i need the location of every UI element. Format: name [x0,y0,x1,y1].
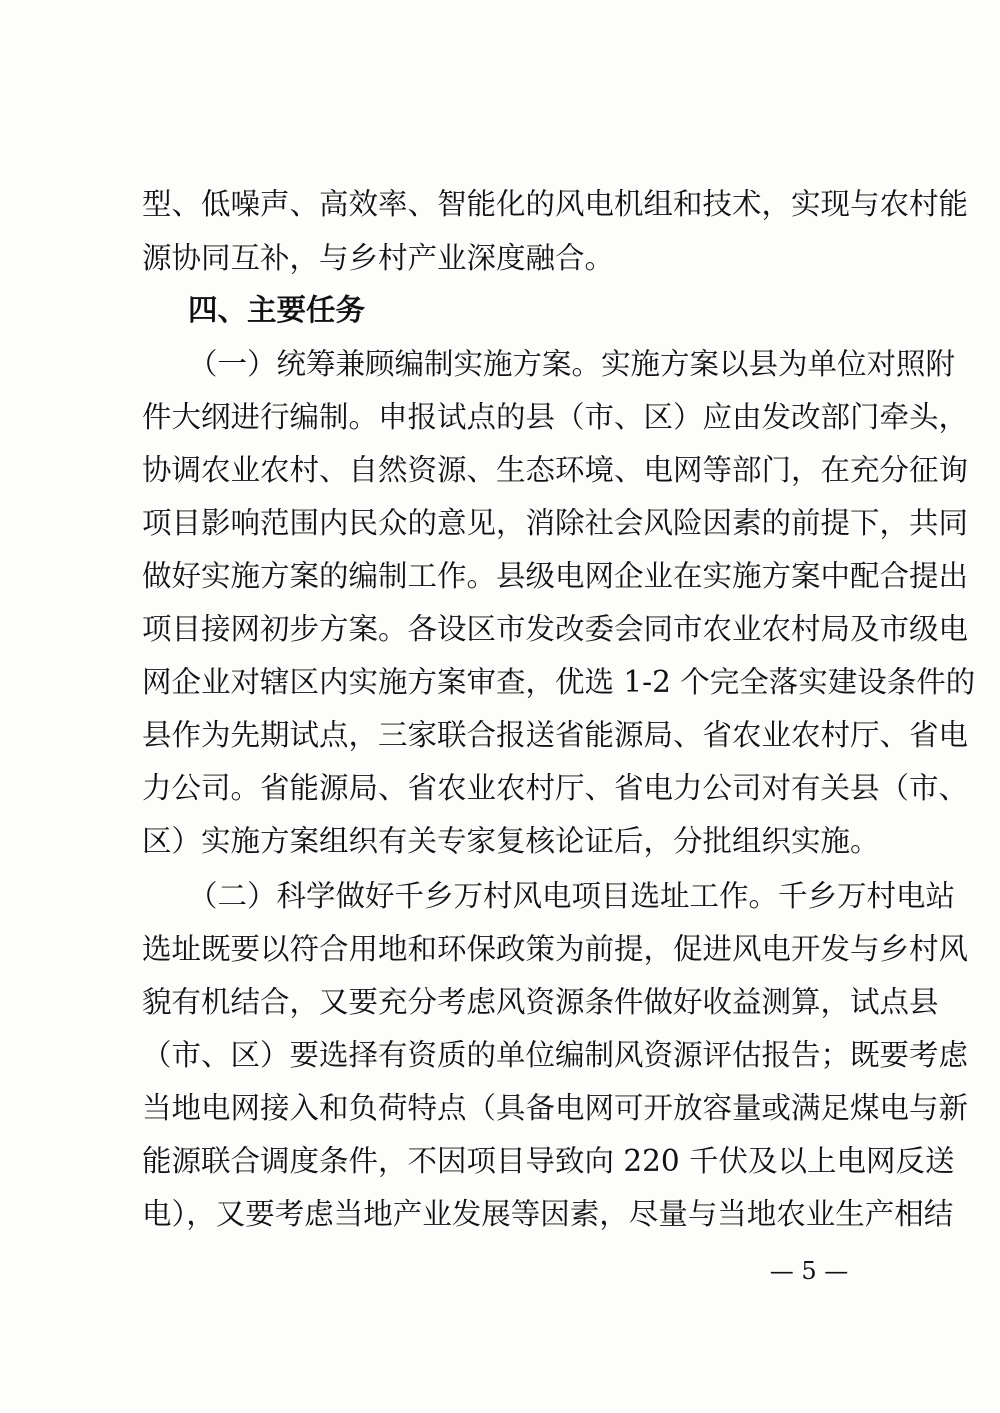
paragraph-line: 能源联合调度条件，不因项目导致向 220 千伏及以上电网反送 [142,1144,955,1178]
paragraph-line: 县作为先期试点，三家联合报送省能源局、省农业农村厅、省电 [142,718,969,752]
paragraph-line: 源协同互补，与乡村产业深度融合。 [142,241,615,275]
paragraph-line: 电），又要考虑当地产业发展等因素，尽量与当地农业生产相结 [142,1197,954,1231]
paragraph-line: 项目接网初步方案。各设区市发改委会同市农业农村局及市级电 [142,612,969,646]
paragraph-line: （市、区）要选择有资质的单位编制风资源评估报告；既要考虑 [142,1038,969,1072]
paragraph-line: 网企业对辖区内实施方案审查，优选 1-2 个完全落实建设条件的 [142,665,976,699]
paragraph-line: 貌有机结合，又要充分考虑风资源条件做好收益测算，试点县 [142,985,939,1019]
paragraph-line: 件大纲进行编制。申报试点的县（市、区）应由发改部门牵头， [142,400,969,434]
paragraph-line: 选址既要以符合用地和环保政策为前提，促进风电开发与乡村风 [142,932,969,966]
section-heading: 四、主要任务 [188,293,366,327]
paragraph-line: 项目影响范围内民众的意见，消除社会风险因素的前提下，共同 [142,506,969,540]
paragraph-line: 当地电网接入和负荷特点（具备电网可开放容量或满足煤电与新 [142,1091,969,1125]
paragraph-line: （一）统筹兼顾编制实施方案。实施方案以县为单位对照附 [188,347,956,381]
paragraph-line: 协调农业农村、自然资源、生态环境、电网等部门，在充分征询 [142,453,969,487]
paragraph-line: 区）实施方案组织有关专家复核论证后，分批组织实施。 [142,824,880,858]
paragraph-line: （二）科学做好千乡万村风电项目选址工作。千乡万村电站 [188,879,956,913]
paragraph-line: 型、低噪声、高效率、智能化的风电机组和技术，实现与农村能 [142,187,969,221]
paragraph-line: 做好实施方案的编制工作。县级电网企业在实施方案中配合提出 [142,559,969,593]
page-number: — 5 — [769,1257,849,1285]
paragraph-line: 力公司。省能源局、省农业农村厅、省电力公司对有关县（市、 [142,771,969,805]
